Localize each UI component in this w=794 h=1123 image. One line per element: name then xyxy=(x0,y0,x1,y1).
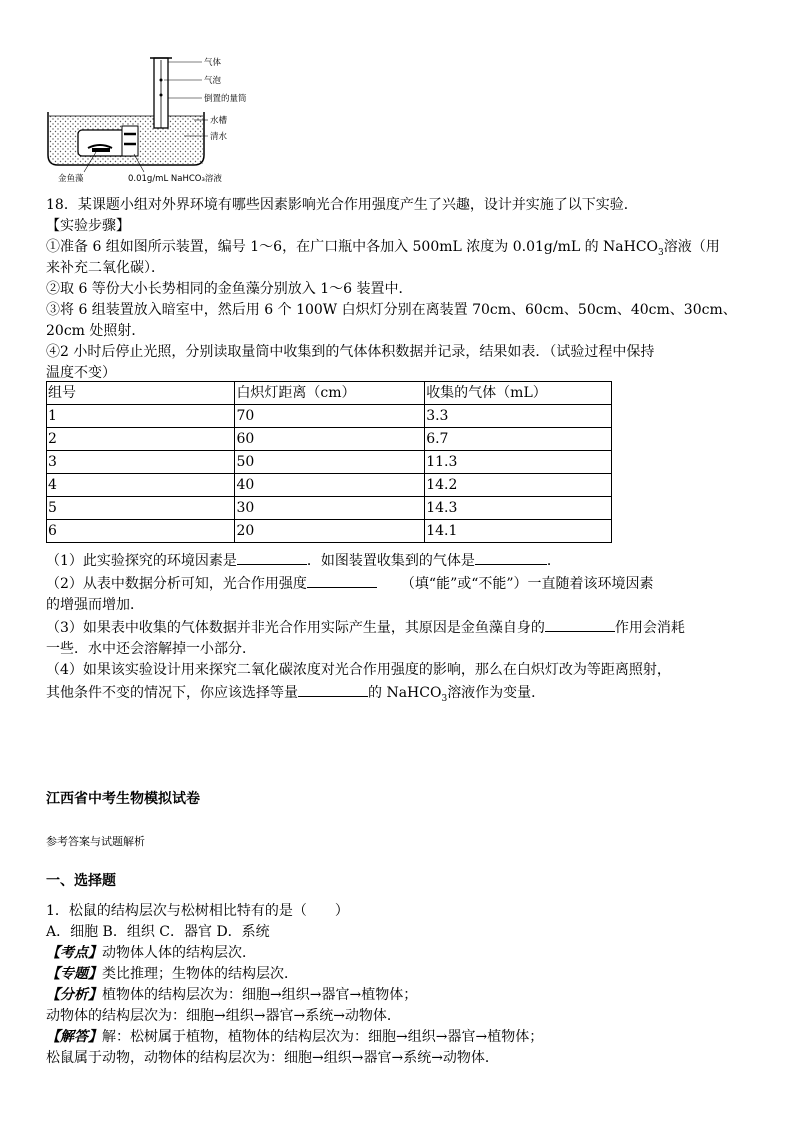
table-cell: 14.2 xyxy=(425,474,612,497)
table-header-row xyxy=(47,382,612,405)
sub-question-1-text-c: ． xyxy=(546,553,561,569)
q18-intro: 18．某课题小组对外界环境有哪些因素影响光合作用强度产生了兴趣，设计并实施了以下实验． xyxy=(46,197,638,213)
step-1 xyxy=(46,237,750,258)
sub-question-3-cont: 一些．水中还会溶解掉一小部分． xyxy=(46,641,256,657)
table-cell: 4 xyxy=(47,474,235,497)
table-cell: 14.1 xyxy=(425,520,612,543)
step-1-text-a: ①准备 6 组如图所示装置，编号 1～6，在广口瓶中各加入 500mL 浓度为 0.01g/mL 的 NaHCO xyxy=(46,239,659,255)
step-1-subscript: 3 xyxy=(658,247,664,258)
kaodian-tag: 【考点】 xyxy=(46,945,102,961)
step-3-cont: 20cm 处照射． xyxy=(46,323,146,339)
step-3: ③将 6 组装置放入暗室中，然后用 6 个 100W 白炽灯分别在离装置 70cm、60cm、50cm、40cm、30cm、 xyxy=(46,302,737,318)
jieda-cont: 松鼠属于动物，动物体的结构层次为：细胞→组织→器官→系统→动物体． xyxy=(46,1050,499,1066)
table-cell: 2 xyxy=(47,428,235,451)
table-cell: 30 xyxy=(235,497,425,520)
sub-question-4-text-c: 溶液作为变量． xyxy=(447,685,546,701)
answers-subtitle: 参考答案与试题解析 xyxy=(46,835,145,848)
table-header-cell: 组号 xyxy=(47,382,235,405)
table-cell: 1 xyxy=(47,405,235,428)
sub-question-1 xyxy=(46,549,750,572)
step-1-text-b: 溶液（用 xyxy=(663,239,720,255)
kaodian xyxy=(46,943,750,964)
jieda-tag: 【解答】 xyxy=(46,1029,102,1045)
step-4: ④2 小时后停止光照，分别读取量筒中收集到的气体体积数据并记录，结果如表．（试验过程中保持 xyxy=(46,344,655,360)
label-cylinder: 倒置的量筒 xyxy=(204,94,247,104)
sub-question-4: （4）如果该实验设计用来探究二氧化碳浓度对光合作用强度的影响，那么在白炽灯改为等距离照射， xyxy=(46,662,671,678)
fenxi-tag: 【分析】 xyxy=(46,987,102,1003)
answer-blank[interactable] xyxy=(298,681,368,697)
fenxi xyxy=(46,985,750,1006)
apparatus-figure xyxy=(44,50,294,185)
sub-question-2-cont: 的增强而增加． xyxy=(46,597,144,613)
label-water: 清水 xyxy=(210,132,228,142)
table-row xyxy=(47,428,612,451)
sub-question-3 xyxy=(46,616,750,639)
table-row xyxy=(47,451,612,474)
table-cell: 3 xyxy=(47,451,235,474)
answer-blank[interactable] xyxy=(307,572,377,588)
table-row xyxy=(47,405,612,428)
sub-question-1-text-a: （1）此实验探究的环境因素是 xyxy=(46,553,237,569)
table-cell: 70 xyxy=(235,405,425,428)
steps-heading: 【实验步骤】 xyxy=(46,218,130,234)
question-1-options: A．细胞 B．组织 C．器官 D．系统 xyxy=(46,924,270,940)
table-cell: 6.7 xyxy=(425,428,612,451)
step-2: ②取 6 等份大小长势相同的金鱼藻分别放入 1～6 装置中． xyxy=(46,281,413,297)
table-header-cell: 收集的气体（mL） xyxy=(425,382,612,405)
fenxi-cont: 动物体的结构层次为：细胞→组织→器官→系统→动物体． xyxy=(46,1008,401,1024)
sub-question-2-text-a: （2）从表中数据分析可知，光合作用强度 xyxy=(46,576,307,592)
sub-question-4-subscript: 3 xyxy=(441,693,448,704)
table-cell: 40 xyxy=(235,474,425,497)
zhuanti-text: 类比推理；生物体的结构层次． xyxy=(102,966,298,982)
table-cell: 14.3 xyxy=(425,497,612,520)
jieda-text: 解：松树属于植物，植物体的结构层次为：细胞→组织→器官→植物体； xyxy=(102,1029,544,1045)
table-row xyxy=(47,497,612,520)
zhuanti xyxy=(46,964,750,985)
results-table xyxy=(46,381,612,543)
question-1: 1．松鼠的结构层次与松树相比特有的是（ ） xyxy=(46,903,349,919)
sub-question-3-text-b: 作用会消耗 xyxy=(614,620,685,636)
answer-blank[interactable] xyxy=(237,549,307,565)
fenxi-text: 植物体的结构层次为：细胞→组织→器官→植物体； xyxy=(102,987,418,1003)
table-row xyxy=(47,474,612,497)
sub-question-4-cont xyxy=(46,681,750,704)
table-cell: 50 xyxy=(235,451,425,474)
section-heading: 一、选择题 xyxy=(46,873,116,889)
label-gas: 气体 xyxy=(204,58,222,68)
table-row xyxy=(47,520,612,543)
sub-question-2-text-b: （填“能”或“不能”）一直随着该环境因素 xyxy=(400,576,654,592)
answer-blank[interactable] xyxy=(545,616,615,632)
table-cell: 11.3 xyxy=(425,451,612,474)
sub-questions xyxy=(46,549,750,704)
table-cell: 5 xyxy=(47,497,235,520)
jieda xyxy=(46,1027,750,1048)
step-1-cont: 来补充二氧化碳）． xyxy=(46,260,165,276)
zhuanti-tag: 【专题】 xyxy=(46,966,102,982)
label-bubble: 气泡 xyxy=(204,76,222,86)
sub-question-3-text-a: （3）如果表中收集的气体数据并非光合作用实际产生量，其原因是金鱼藻自身的 xyxy=(46,620,545,636)
label-solution: 0.01g/mL NaHCO₃溶液 xyxy=(128,174,222,184)
sub-question-4-prefix: 的 NaHCO xyxy=(368,685,442,701)
sub-question-1-text-b: ．如图装置收集到的气体是 xyxy=(306,553,475,569)
table-cell: 6 xyxy=(47,520,235,543)
table-cell: 20 xyxy=(235,520,425,543)
label-plant: 金鱼藻 xyxy=(58,174,84,184)
sub-question-2 xyxy=(46,572,750,595)
step-4-cont: 温度不变） xyxy=(46,365,116,381)
sub-question-4-text-b: 其他条件不变的情况下，你应该选择等量 xyxy=(46,685,298,701)
apparatus-diagram xyxy=(44,50,294,185)
kaodian-text: 动物体人体的结构层次． xyxy=(102,945,256,961)
question-1-answer xyxy=(46,901,750,1069)
table-cell: 60 xyxy=(235,428,425,451)
table-header-cell: 白炽灯距离（cm） xyxy=(235,382,425,405)
table-cell: 3.3 xyxy=(425,405,612,428)
question-18 xyxy=(46,195,750,384)
answers-title: 江西省中考生物模拟试卷 xyxy=(46,791,200,807)
answer-blank[interactable] xyxy=(475,549,547,565)
label-tank: 水槽 xyxy=(210,116,228,126)
